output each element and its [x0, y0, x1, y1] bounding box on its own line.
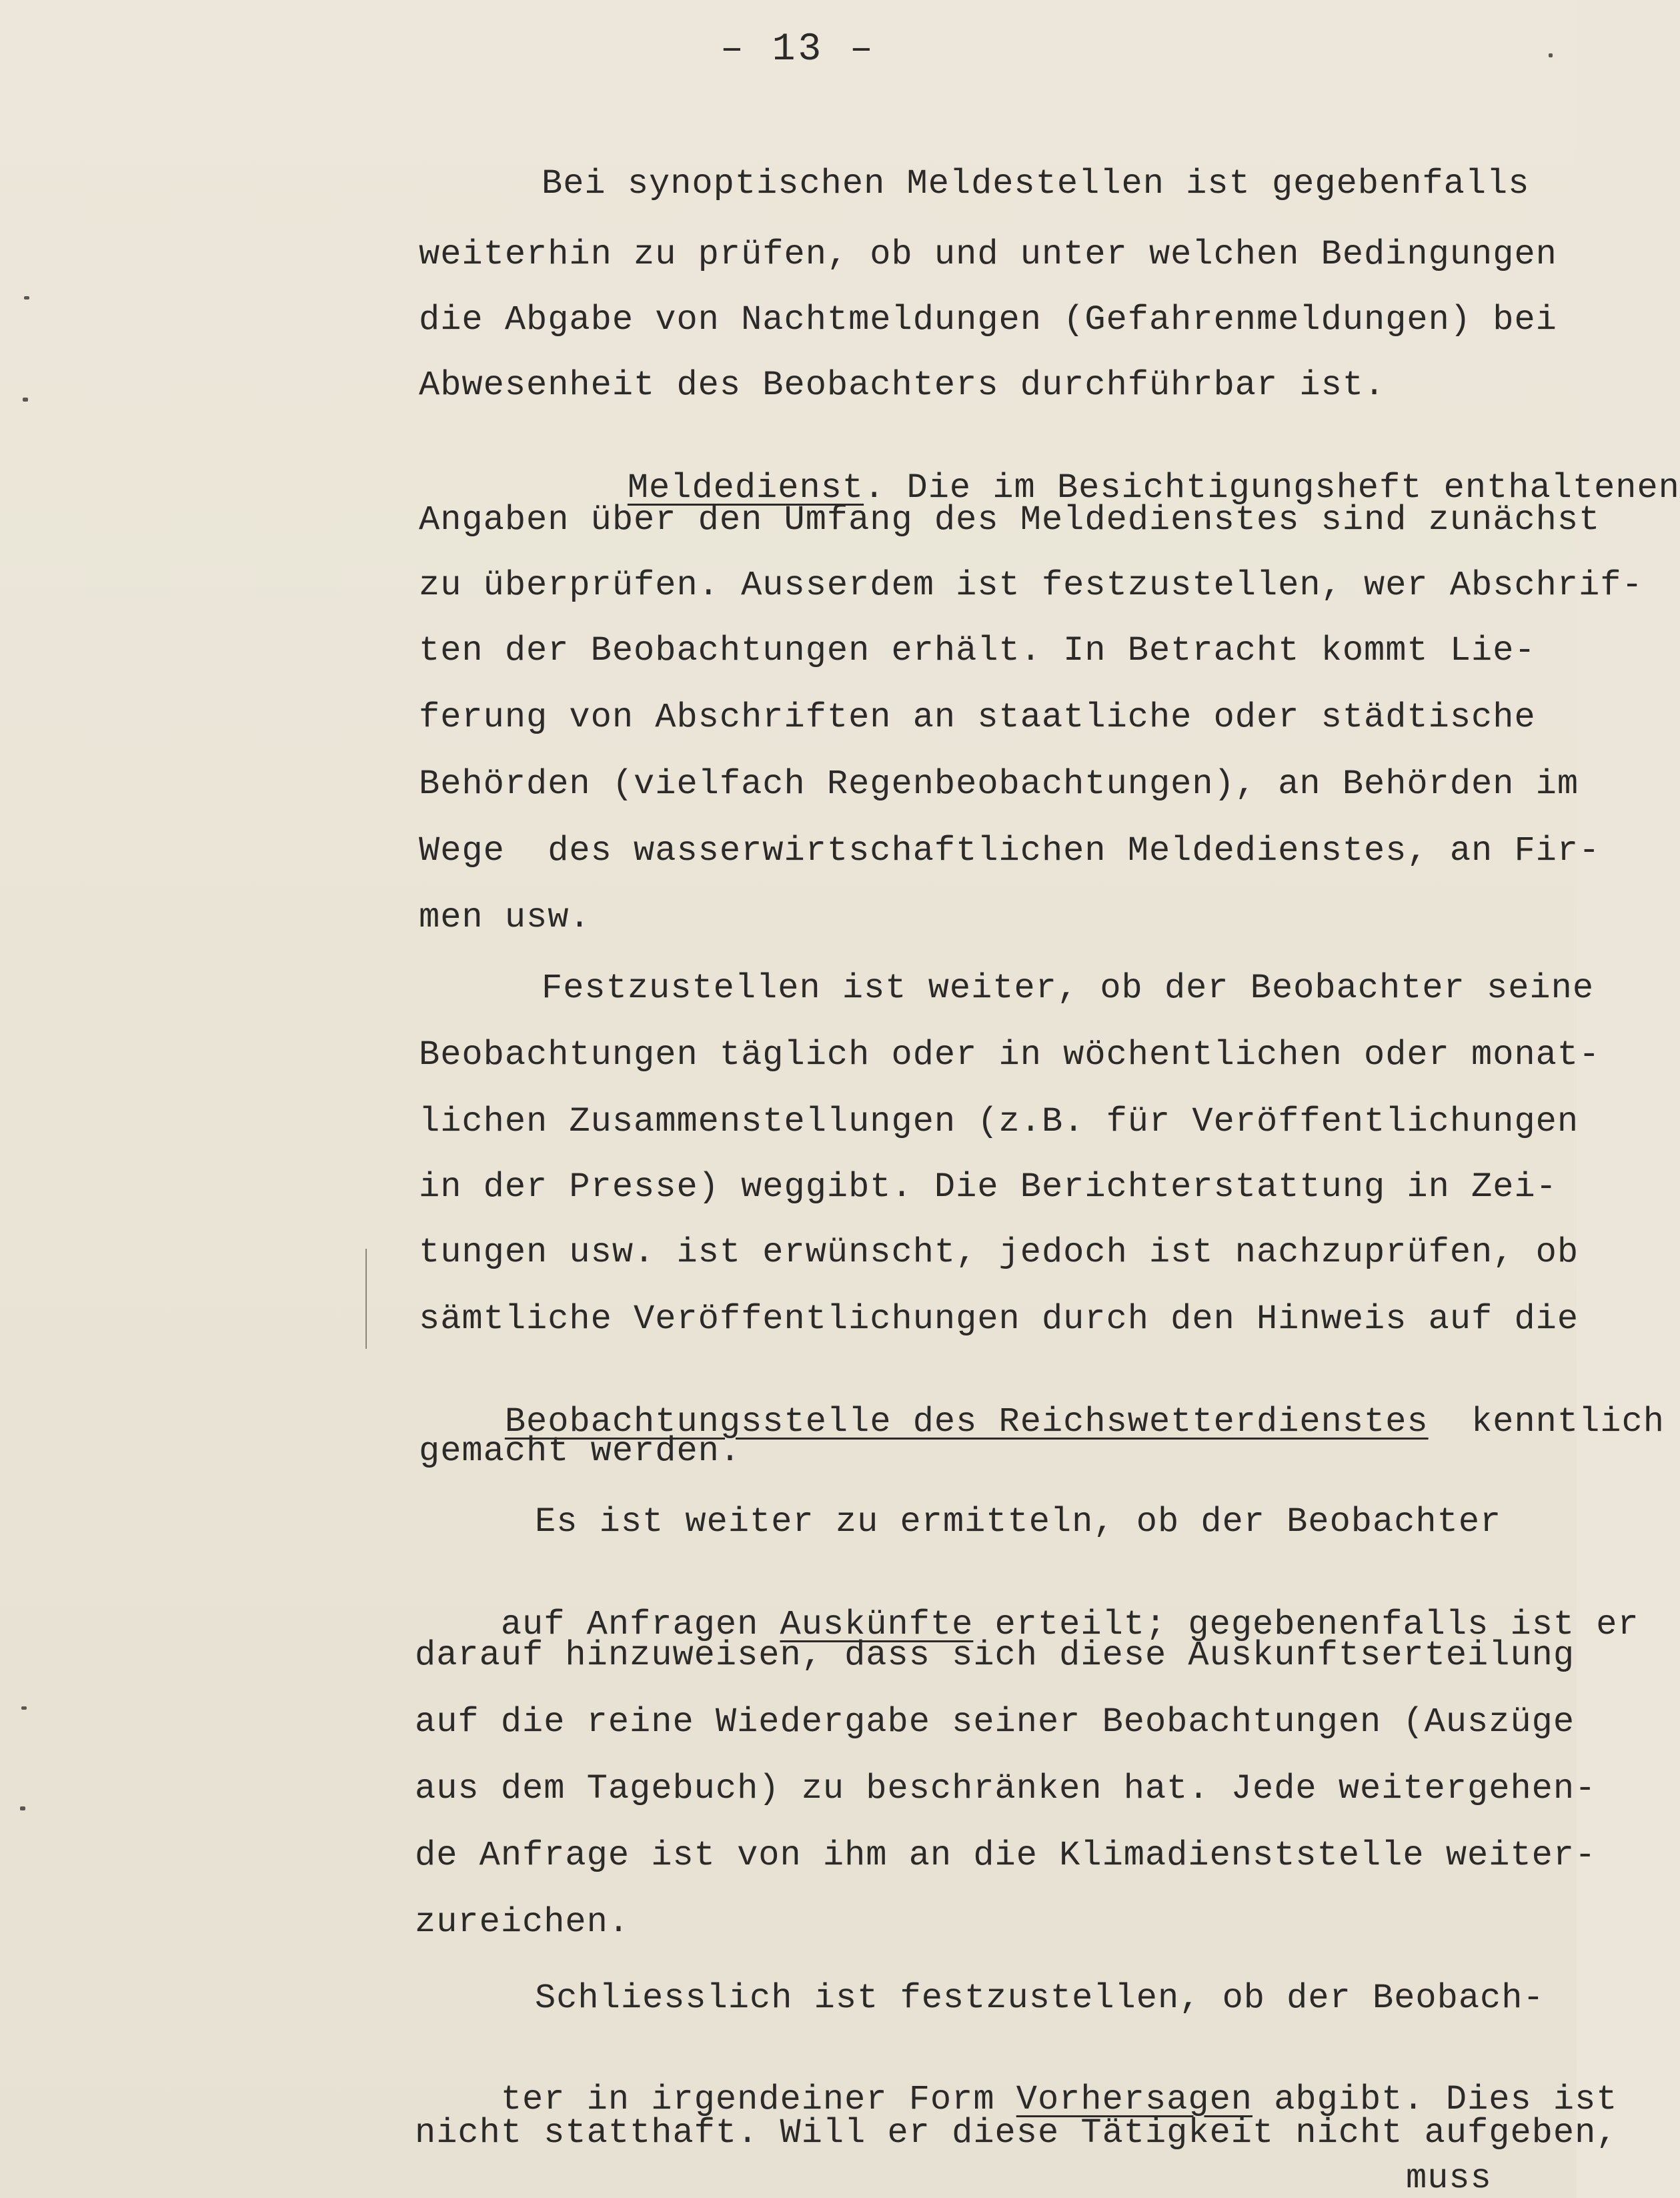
paragraph-2-line-7: Wege des wasserwirtschaftlichen Meldedienstes, an Fir-	[419, 831, 1601, 871]
margin-mark	[20, 1806, 25, 1810]
paragraph-4-line-5: aus dem Tagebuch) zu beschränken hat. Jede weitergehen-	[415, 1769, 1597, 1808]
paragraph-2-line-3: zu überprüfen. Ausserdem ist festzustellen, wer Abschrif-	[419, 566, 1643, 605]
paragraph-2-line-1-rest: . Die im Besichtigungsheft enthaltenen	[864, 468, 1680, 508]
paragraph-3-line-7-rest: kenntlich	[1428, 1402, 1665, 1442]
paragraph-1-line-2: weiterhin zu prüfen, ob und unter welchen Bedingungen	[419, 235, 1557, 274]
section-heading-meldedienst: Meldedienst	[627, 468, 864, 508]
paragraph-4-line-2-pre: auf Anfragen	[500, 1605, 780, 1644]
paragraph-4-line-7: zureichen.	[415, 1902, 630, 1942]
paragraph-4-line-4: auf die reine Wiedergabe seiner Beobachtungen (Auszüge	[415, 1702, 1575, 1742]
paragraph-5-line-2-post: abgibt. Dies ist	[1252, 2080, 1618, 2119]
paragraph-4-line-3: darauf hinzuweisen, dass sich diese Auskunftserteilung	[415, 1636, 1575, 1675]
paragraph-2-line-8: men usw.	[419, 898, 591, 937]
paragraph-2-line-4: ten der Beobachtungen erhält. In Betracht kommt Lie-	[419, 631, 1536, 670]
paragraph-5-line-2-pre: ter in irgendeiner Form	[500, 2080, 1016, 2119]
margin-mark	[1549, 53, 1553, 57]
catchword: muss	[1406, 2159, 1492, 2198]
underlined-phrase-beobachtungsstelle: Beobachtungsstelle des Reichswetterdienstes	[504, 1402, 1429, 1442]
margin-mark	[24, 296, 29, 300]
paragraph-4-line-6: de Anfrage ist von ihm an die Klimadienststelle weiter-	[415, 1836, 1597, 1875]
paragraph-2-line-5: ferung von Abschriften an staatliche oder städtische	[419, 698, 1536, 737]
paragraph-2-line-2: Angaben über den Umfang des Meldedienstes sind zunächst	[419, 500, 1601, 540]
paragraph-3-line-8: gemacht werden.	[419, 1432, 742, 1471]
paragraph-1-line-4: Abwesenheit des Beobachters durchführbar ist.	[419, 366, 1386, 405]
paragraph-5-line-1: Schliesslich ist festzustellen, ob der Beobach-	[535, 1979, 1545, 2018]
underlined-word-vorhersagen: Vorhersagen	[1016, 2080, 1253, 2119]
paragraph-1-line-3: die Abgabe von Nachtmeldungen (Gefahrenmeldungen) bei	[419, 300, 1557, 340]
margin-pencil-line	[365, 1249, 367, 1349]
underlined-word-auskuenfte: Auskünfte	[780, 1605, 974, 1644]
paragraph-3-line-5: tungen usw. ist erwünscht, jedoch ist nachzuprüfen, ob	[419, 1233, 1579, 1272]
page-number: – 13 –	[720, 28, 876, 71]
paragraph-1-line-1: Bei synoptischen Meldestellen ist gegebenfalls	[542, 164, 1530, 203]
paragraph-4-line-2-post: erteilt; gegebenenfalls ist er	[973, 1605, 1639, 1644]
paragraph-4-line-1: Es ist weiter zu ermitteln, ob der Beobachter	[535, 1502, 1502, 1542]
paragraph-3-line-2: Beobachtungen täglich oder in wöchentlichen oder monat-	[419, 1035, 1601, 1075]
margin-mark	[23, 398, 28, 402]
paragraph-2-line-6: Behörden (vielfach Regenbeobachtungen), an Behörden im	[419, 764, 1579, 804]
paragraph-3-line-1: Festzustellen ist weiter, ob der Beobachter seine	[542, 969, 1595, 1008]
paragraph-3-line-3: lichen Zusammenstellungen (z.B. für Veröffentlichungen	[419, 1102, 1579, 1141]
margin-mark	[21, 1706, 27, 1710]
paragraph-5-line-3: nicht statthaft. Will er diese Tätigkeit nicht aufgeben,	[415, 2113, 1618, 2153]
paragraph-3-line-4: in der Presse) weggibt. Die Berichterstattung in Zei-	[419, 1167, 1557, 1207]
paragraph-3-line-6: sämtliche Veröffentlichungen durch den Hinweis auf die	[419, 1299, 1579, 1339]
